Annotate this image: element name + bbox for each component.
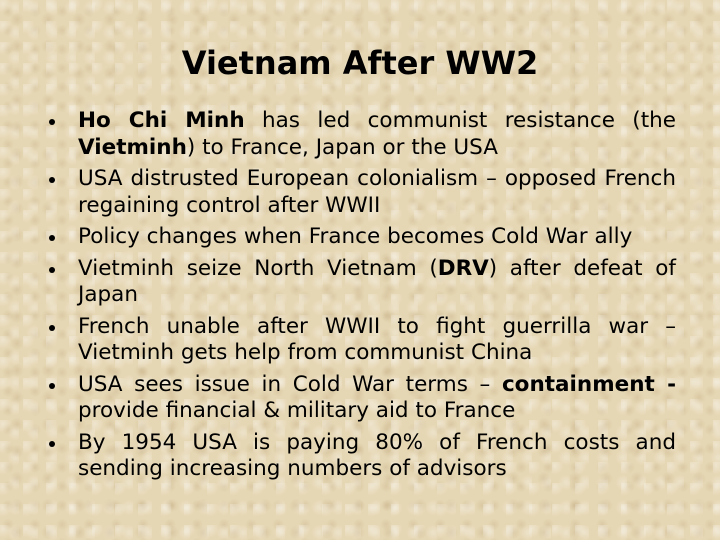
bullet-text: has led communist resistance (the <box>244 108 676 133</box>
bullet-item <box>44 314 676 367</box>
bullet-text: Vietminh seize North Vietnam ( <box>78 255 438 281</box>
bullet-text-bold: containment - <box>501 371 676 397</box>
bullet-text: By 1954 USA is paying 80% of French costs and sending increasing numbers of advisors <box>78 429 676 481</box>
bullet-text: French unable after WWII to fight guerrilla war – Vietminh gets help from communist China <box>78 313 676 365</box>
bullet-text: ) to France, Japan or the USA <box>186 134 498 160</box>
bullet-text-bold: Vietminh <box>78 134 187 160</box>
bullet-text: USA sees issue in Cold War terms – <box>78 371 502 397</box>
bullet-text: provide financial & military aid to France <box>78 398 516 423</box>
slide-title: Vietnam After WW2 <box>181 44 539 82</box>
bullet-item <box>44 224 676 251</box>
bullet-text: Policy changes when France becomes Cold War ally <box>78 224 633 249</box>
bullet-text: USA distrusted European colonialism – opposed French regaining control after WWII <box>78 166 676 218</box>
bullet-item <box>44 430 676 483</box>
bullet-text-bold: DRV <box>437 255 489 281</box>
bullet-item <box>44 108 676 161</box>
bullet-item <box>44 372 676 425</box>
bullet-list <box>44 108 676 488</box>
bullet-text: ) after defeat of Japan <box>78 255 676 307</box>
bullet-text-bold: Ho Chi Minh <box>78 108 245 133</box>
bullet-item <box>44 166 676 219</box>
bullet-item <box>44 256 676 309</box>
